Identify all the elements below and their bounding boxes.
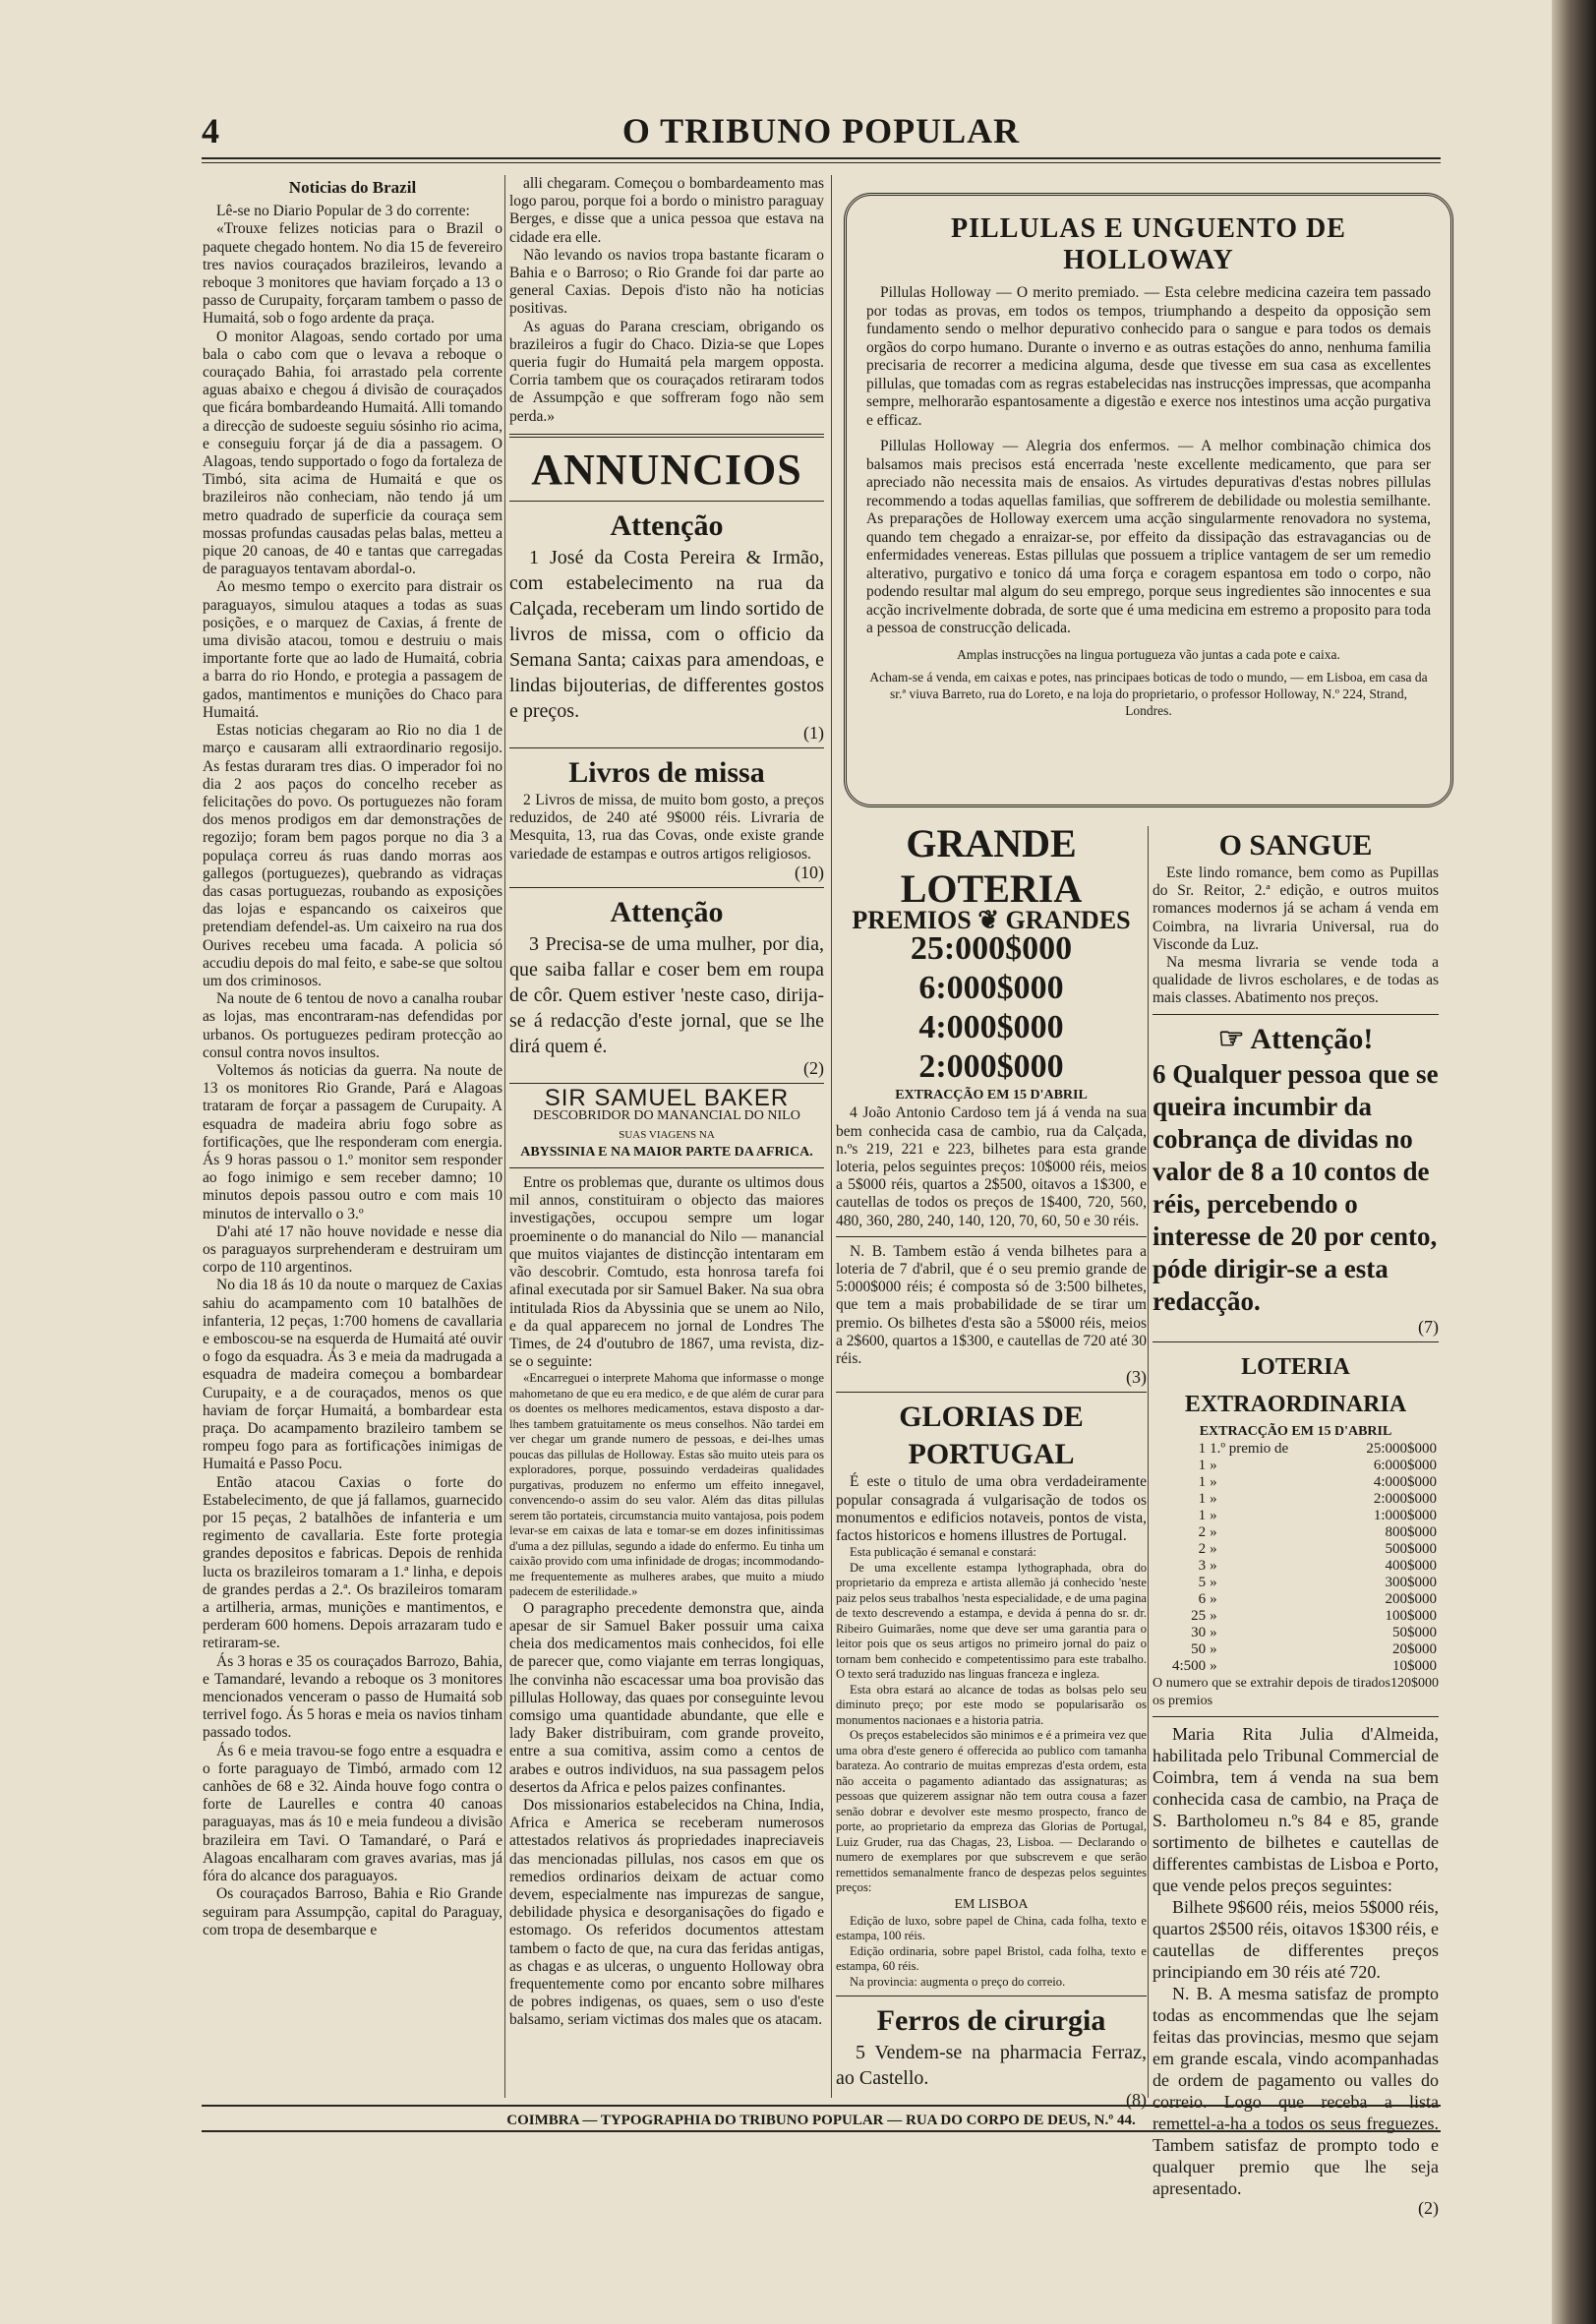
ad-text: 5 Vendem-se na pharmacia Ferraz, ao Castello. (836, 2042, 1147, 2090)
table-row (1153, 1641, 1439, 1658)
ad-note: Acham-se á venda, em caixas e potes, nas principaes boticas de todo o mundo, — em Lisboa, em casa da sr.ª viuva Barreto, rua do Loreto, e na loja do proprietario, o professor Holloway, N.º 224, Strand, Londres. (869, 669, 1428, 718)
ad-heading: PILLULAS E UNGUENTO DE HOLLOWAY (951, 213, 1346, 275)
table-footnote (1153, 1675, 1439, 1710)
prize-label: » (1210, 1491, 1217, 1508)
prize-amount: 4:000$000 (1373, 1474, 1437, 1491)
ad-text: Edição de luxo, sobre papel de China, cada folha, texto e estampa, 100 réis. (836, 1913, 1147, 1943)
ad-heading: Livros de missa (568, 756, 765, 790)
ads-column (836, 821, 1147, 2111)
ad-heading: GRANDE LOTERIA (900, 821, 1083, 911)
ad-text: Na provincia: augmenta o preço do correio. (850, 1974, 1066, 1989)
ad-heading: SIR SAMUEL BAKER (544, 1085, 790, 1112)
ad-body (836, 2040, 1147, 2091)
quote-paragraph: «Encarreguei o interprete Mahoma que informasse o monge mahometano de que eu era medico, e de que além de curar para os doentes os melhores medicamentos, estava disposto a dar-lhes tambem gratuitamente os meus conselhos. Não tardei em ver chegar um grande numero de pessoas, e dei-lhes umas poucas das pillulas de Holloway. Estas são muito uteis para os exploradores, porque, possuindo verdadeiras qualidades purgativas, produzem no enfermo um effeito innegavel, convencendo-o assim do seu valor. Além das ditas pillulas serem tão portateis, circumstancia muito vantajosa, pois podem levar-se em caixas de lata e tomar-se em dozes infinitissimas d'uma a dez pillulas, segundo a idade do enfermo. Eu tinha um caixão provido com uma infinidade de drogas; incommodando-me frequentemente as mulheres arabes, que muito a miudo padecem de esterilidade.» (509, 1371, 825, 1599)
ad-heading: LOTERIA EXTRAORDINARIA (1184, 1353, 1407, 1417)
masthead (202, 110, 1441, 149)
annuncios-heading: ANNUNCIOS (531, 445, 802, 494)
ad-text: 3 Precisa-se de uma mulher, por dia, que saiba fallar e coser bem em roupa de côr. Quem estiver 'neste caso, dirija-se á redacção d'este jornal, que se lhe dirá quem é. (509, 933, 824, 1058)
ad-text: N. B. A mesma satisfaz de prompto todas as encommendas que lhe sejam feitas das provincias, mesmo que sejam em grande escala, vindo acompanhadas de ordem de pagamento ou valles do correio. Logo que receba a lista remettel-a-ha a todos os seus freguezes. Tambem satisfaz de prompto todo e qualquer premio que lhe seja apresentado. (1153, 1984, 1439, 2199)
prize-amount: 300$000 (1385, 1575, 1437, 1591)
pointing-hand-icon: ☞ (1217, 1022, 1245, 1055)
prize-count: 1 (1198, 1441, 1207, 1458)
article-paragraph: Na noute de 6 tentou de novo a canalha roubar as lojas, mas encontraram-nas defendidas por urbanos. Os portuguezes pediram protecção ao consul contra novos insultos. (203, 990, 502, 1061)
masthead-rule-thin (202, 162, 1441, 163)
table-row (1153, 1558, 1439, 1575)
article-paragraph: Ás 3 horas e 35 os couraçados Barrozo, Bahia, e Tamandaré, levando a reboque os 3 monitores mencionados venceram o passo de Humaitá sob terrivel fogo. Ás 5 horas e meia os navios tinham passado todos. (203, 1652, 502, 1742)
article-paragraph: Entre os problemas que, durante os ultimos dous mil annos, constituiram o objecto das maiores investigações, occupou sempre um logar proeminente o do manancial do Nilo — manancial que muitos viajantes de distincção intentaram em vão descobrir. Comtudo, esta honrosa tarefa foi afinal executada por sir Samuel Baker. Na sua obra intitulada Rios da Abyssinia que se unem ao Nilo, e da qual apparecem no jornal de Londres The Times, de 24 d'outubro de 1867, uma revista, diz-se o seguinte: (509, 1174, 824, 1371)
article-paragraph: Ao mesmo tempo o exercito para distrair os paraguayos, simulou ataques a todas as suas posições, e o marquez de Caxias, á frente de uma divisão atacou, tomou e destruiu o mais importante forte que ao lado de Humaitá, cobria a barra do rio Hondo, e protegia a passagem de gados, mantimentos e munições do Chaco para Humaitá. (203, 578, 502, 721)
table-row (1153, 1658, 1439, 1675)
table-row (1153, 1441, 1439, 1458)
ad-number: (2) (1418, 2198, 1439, 2219)
ad-body (509, 545, 824, 724)
ads-column (1153, 821, 1439, 2219)
section-rule (836, 1392, 1147, 1393)
prize-value: 6:000$000 (918, 970, 1064, 1007)
article-paragraph: Estas noticias chegaram ao Rio no dia 1 de março e causaram alli extraordinario regosijo. As festas duraram tres dias. O imperador foi no dia 2 aos paços do concelho receber as felicitações do povo. Os portuguezes não foram dos menos prodigos em dar demonstrações de regozijo; foram bem pagos porque no dia 3 a populaça correu ás ruas dando morras aos gallegos (portuguezes), quebrando as vidraças das casas portuguezas, roubando as exposições das lojas e espancando os caixeiros que pretendiam defendel-as. Um caixeiro na rua dos Ourives recebeu uma facada. A policia só accudiu depois do mal feito, e sabe-se que soltou um dos criminosos. (203, 722, 502, 989)
ad-text: 4 João Antonio Cardoso tem já á venda na sua bem conhecida casa de cambio, rua da Calçada, n.ºs 219, 221 e 223, bilhetes para esta grande loteria, pelos seguintes preços: 10$000 réis, meios a 5$000 réis, quartos a 2$500, oitavos a 1$300, e cautellas de todos os preços de 1$400, 720, 560, 480, 360, 280, 240, 140, 120, 70, 60, 50 e 30 réis. (836, 1104, 1147, 1229)
ad-subheading: EXTRACÇÃO EM 15 D'ABRIL (895, 1088, 1088, 1103)
prize-label: » (1210, 1524, 1217, 1541)
prize-count: 2 (1198, 1541, 1207, 1558)
ad-text: Esta publicação é semanal e constará: (850, 1545, 1036, 1560)
ad-heading-text: Attenção! (1250, 1022, 1374, 1055)
section-rule (509, 747, 824, 748)
footnote-text: O numero que se extrahir depois de tirados os premios (1153, 1676, 1390, 1709)
prize-label: » (1210, 1625, 1217, 1641)
prize-count: 1 (1198, 1474, 1207, 1491)
table-row (1153, 1508, 1439, 1524)
ads-column (509, 175, 824, 2098)
article-paragraph: O monitor Alagoas, sendo cortado por uma bala o cabo com que o levava a reboque o couraçado Bahia, foi arrastado pela corrente aguas abaixo e chegou á divisão de couraçados que ficára bombardeando Humaitá. Alli tomando a direcção de sudoeste seguiu sósinho rio acima, e conseguiu forçar já de dia a passagem. O Alagoas, tendo supportado o fogo da fortaleza de Timbó, sita acima de Humaitá e que os brazileiros não conheciam, não tendo já um metro quadrado de superficie da couraça sem mossas profundas causadas pelas balas, metteu a pique 20 canoas, de 40 e tantas que carregadas de paraguayos tentavam abordal-o. (203, 328, 502, 578)
ad-text: Pillulas Holloway — O merito premiado. — Esta celebre medicina cazeira tem passado por todas as provas, em todos os tempos, triumphando a despeito da opposição sem fundamento sendo o melhor depurativo conhecido para o sangue e para todos os demais orgãos do corpo humano. Durante o inverno e as outras estações do anno, nenhuma familia precisaria de recorrer a medicina alguma, desde que tivesse em sua casa as excellentes pillulas, que tomadas com as regras estabelecidas nas instrucções impressas, que acompanha sempre, melhorarão espantosamente a digestão e exerce nos intestinos uma acção purgativa e efficaz. (866, 284, 1431, 429)
ad-heading: O SANGUE (1218, 829, 1373, 862)
column-divider (831, 175, 832, 2098)
prize-amount: 800$000 (1385, 1524, 1437, 1541)
ad-text: Na mesma livraria se vende toda a qualidade de livros escholares, e de todas as mais classes. Abatimento nos preços. (1153, 954, 1439, 1007)
section-rule (509, 501, 824, 502)
table-row (1153, 1458, 1439, 1474)
footnote-value: 120$000 (1390, 1676, 1439, 1692)
table-row (1153, 1541, 1439, 1558)
article-paragraph: Não levando os navios tropa bastante ficaram o Bahia e o Barroso; o Rio Grande foi dar parte ao general Caxias. Depois d'isto não ha noticias positivas. (509, 246, 824, 318)
prize-amount: 100$000 (1385, 1608, 1437, 1625)
section-rule (509, 1083, 824, 1084)
ad-heading: GLORIAS DE PORTUGAL (899, 1400, 1084, 1471)
section-rule (509, 887, 824, 888)
article-paragraph: Voltemos ás noticias da guerra. Na noute de 13 os monitores Rio Grande, Pará e Alagoas trataram de forçar a passagem de Curupaity. A esquadra de madeira abriu fogo sobre as fortificações, que lhe responderam com energia. Ás 9 horas passou o 1.º monitor sem responder ao fogo inimigo e sem receber damno; 10 minutos depois passou outro e com mais 10 minutos de intervallo o 3.º (203, 1061, 502, 1222)
prize-count: 4:500 (1171, 1658, 1207, 1675)
table-row (1153, 1608, 1439, 1625)
ad-number: (1) (803, 722, 824, 743)
article-paragraph: Ás 6 e meia travou-se fogo entre a esquadra e o forte paraguayo de Timbó, armado com 12 canhões de 68 e 32. Ainda houve fogo contra o forte de Laurelles e contra 40 canoas paraguayas, mas ás 10 e meia fundeou a divisão brazileira em Tavi. O Tamandaré, o Pará e Alagoas encalharam com graves avarias, mas já fóra do alcance dos paraguayos. (203, 1742, 502, 1885)
prize-count: 25 (1191, 1608, 1207, 1625)
ad-text: 6 Qualquer pessoa que se queira incumbir da cobrança de dividas no valor de 8 a 10 contos de réis, percebendo o interesse de 20 por cento, póde dirigir-se a esta redacção. (1153, 1058, 1439, 1316)
section-rule (509, 1167, 824, 1168)
ad-text: De uma excellente estampa lythographada, obra do proprietario da empreza e artista allemão já conhecido 'neste paiz pelos seus trabalhos 'nesta especialidade, e de uma pagina de texto descrevendo a estampa, e devida á penna do sr. dr. Ribeiro Guimarães, nome que deve ser uma garantia para o leitor pois que os seus artigos no primeiro jornal do paiz o tornam bem conhecido e competentissimo para este trabalho. O texto será traduzido nas linguas franceza e ingleza. (836, 1560, 1147, 1682)
prize-count: 2 (1198, 1524, 1207, 1541)
article-paragraph: alli chegaram. Começou o bombardeamento mas logo parou, porque foi a bordo o ministro paraguay Berges, e disse que a unica pessoa que estava na cidade era elle. (509, 175, 824, 246)
column-divider (1148, 826, 1149, 2098)
prize-label: » (1210, 1474, 1217, 1491)
page-edge-shadow (1552, 0, 1596, 2324)
ad-text: É este o titulo de uma obra verdadeiramente popular consagrada á vulgarisação de todos os monumentos e edificios notaveis, pontos de vista, factos historicos e homens illustres de Portugal. (836, 1473, 1147, 1545)
prize-amount: 2:000$000 (1373, 1491, 1437, 1508)
ad-text: 2 Livros de missa, de muito bom gosto, a preços reduzidos, de 240 até 9$000 réis. Livraria de Mesquita, 13, rua das Covas, onde existe grande variedade de estampas e outros artigos religiosos. (509, 792, 824, 863)
prize-amount: 200$000 (1385, 1591, 1437, 1608)
prize-label: » (1210, 1458, 1217, 1474)
newspaper-title: O TRIBUNO POPULAR (621, 111, 1021, 150)
section-rule (1153, 1341, 1439, 1342)
article-paragraph: No dia 18 ás 10 da noute o marquez de Caxias sahiu do acampamento com 10 batalhões de infanteria, 12 peças, 1:700 homens de cavallaria e emboscou-se na esquerda de Humaitá até ouvir o fogo da esquadra. Ás 3 e meia da madrugada a esquadra de madeira começou a bombardear Curupaity, e a de couraçados, menos os que haviam de forçar Humaitá, a bombardear esta praça. Do acampamento brazileiro tambem se rompeu fogo para as fortificações inimigas de Humaitá e Passo Pocu. (203, 1277, 502, 1473)
ad-heading: Ferros de cirurgia (876, 2004, 1106, 2038)
ad-text: Os preços estabelecidos são minimos e é a primeira vez que uma obra d'este genero é offerecida ao publico com tamanha barateza. Ao contrario de muitas emprezas d'esta ordem, esta não acceita o pagamento adiantado das assignaturas; as pessoas que quizerem assignar não tem outra cousa a fazer senão dobrar e devolver este mesmo prospecto, franco de porte, ao proprietario da empreza das Glorias de Portugal, Luiz Gruder, rua das Chagas, 23, Lisboa. — Declarando o numero de exemplares por que subscrevem e que serão remettidos semanalmente franco de despezas pelos seguintes preços: (836, 1728, 1147, 1895)
ad-text: N. B. Tambem estão á venda bilhetes para a loteria de 7 d'abril, que é o seu premio grande de 5:000$000 réis; é composta só de 3:500 bilhetes, que tem a mais probabilidade de se tirar um premio. Os bilhetes d'esta são a 5$000 réis, meios a 2$600, quartos a 1$300, e cautellas de 720 até 30 réis. (836, 1242, 1147, 1368)
prize-value: 4:000$000 (918, 1009, 1064, 1046)
prize-label: » (1210, 1508, 1217, 1524)
table-row (1153, 1625, 1439, 1641)
article-paragraph: Lê-se no Diario Popular de 3 do corrente: (216, 203, 470, 220)
ad-text: Esta obra estará ao alcance de todas as bolsas pelo seu diminuto preço; por este modo se popularisarão os monumentos nacionaes e a historia patria. (836, 1682, 1147, 1727)
prize-label: » (1210, 1658, 1217, 1675)
section-rule (1153, 1716, 1439, 1717)
ad-subheading: PREMIOS (852, 906, 972, 934)
prize-table (1153, 1441, 1439, 1675)
prize-count: 30 (1191, 1625, 1207, 1641)
footer-rule (202, 2105, 1441, 2107)
article-paragraph: «Trouxe felizes noticias para o Brazil o paquete chegado hontem. No dia 15 de fevereiro tres navios couraçados brazileiros, levando a reboque 3 monitores que haviam forçado a 13 o passo de Curupaity, forçaram tambem o passo de Humaitá, sob o fogo ardente da praça. (203, 220, 502, 328)
ad-subheading: GRANDES (1005, 906, 1131, 934)
prize-amount: 400$000 (1385, 1558, 1437, 1575)
ad-subheading: ABYSSINIA E NA MAIOR PARTE DA AFRICA. (520, 1144, 813, 1160)
ad-text: Maria Rita Julia d'Almeida, habilitada pelo Tribunal Commercial de Coimbra, tem á venda na sua bem conhecida casa de cambio, na Praça de S. Bartholomeu n.ºs 84 e 85, grande sortimento de bilhetes e cautellas de differentes cambistas de Lisboa e Porto, que vende pelos preços seguintes: (1153, 1724, 1439, 1896)
prize-amount: 20$000 (1392, 1641, 1437, 1658)
ad-note: Amplas instrucções na lingua portugueza vão juntas a cada pote e caixa. (957, 646, 1340, 662)
prize-count: 6 (1198, 1591, 1207, 1608)
section-rule (509, 434, 824, 438)
prize-amount: 10$000 (1392, 1658, 1437, 1675)
article-paragraph: O paragrapho precedente demonstra que, ainda apesar de sir Samuel Baker possuir uma caixa cheia dos medicamentos mais conhecidos, foi elle de parecer que, como viajante em terras longiquas, lhe convinha não escacessar uma boa provisão das pillulas Holloway, das quaes por conseguinte levou comsigo uma quantidade abundante, que elle e lady Baker distribuiram, com grande proveito, entre a sua comitiva, assim como a centos de arabes e outros individuos, na sua passagem pelos desertos da Africa e pelos paizes confinantes. (509, 1599, 824, 1796)
prize-count: 1 (1198, 1458, 1207, 1474)
section-rule (1153, 1014, 1439, 1015)
masthead-rule (202, 157, 1441, 159)
article-paragraph: As aguas do Parana cresciam, obrigando os brazileiros a fugir do Chaco. Dizia-se que Lopes queria fugir do Humaitá pela margem opposta. Corria tambem que os couraçados retiraram todos de Assumpção e que soffreram fogo não sem perda.» (509, 318, 824, 425)
ad-number: (7) (1418, 1316, 1439, 1337)
prize-count: 50 (1191, 1641, 1207, 1658)
ad-text: Bilhete 9$600 réis, meios 5$000 réis, quartos 2$500 réis, oitavos 1$300 réis, e cautellas de differentes preços principiando em 30 réis até 720. (1153, 1897, 1439, 1983)
ad-text: Este lindo romance, bem como as Pupillas do Sr. Reitor, 2.ª edição, e outros muitos romances modernos já se acham á venda em Coimbra, na livraria Universal, rua do Visconde da Luz. (1153, 864, 1439, 953)
prize-label: » (1210, 1591, 1217, 1608)
ad-text: Pillulas Holloway — Alegria dos enfermos. — A melhor combinação chimica dos balsamos mais precisos está encerrada 'neste excellente medicamento, que para ser apreciado não necessita mais de ensaios. As virtudes depurativas d'estas nobres pillulas recommendo a todas aquellas familias, que soffrerem de debilidade ou molestia semilhante. As preparações de Holloway exercem uma acção singularmente renovadora no systema, quando tem chegado a enraizar-se, por effeito da dissipação das estravagancias ou de enfermidades venereas. Estas pillulas que possuem a triplice vantagem de ser um remedio alterativo, purgativo e tonico dá uma força e coragem espantosa em todo o corpo, não podendo resultar mal algum do seu emprego, porque seus ingredientes são innocentes e sua acção incrivelmente dobrada, de sorte que é uma medicina em estremo a proposito para toda a pessoa de construcção delicada. (866, 438, 1431, 636)
ad-subheading: SUAS VIAGENS NA (619, 1128, 715, 1141)
prize-value: 2:000$000 (918, 1048, 1064, 1086)
prize-count: 1 (1198, 1491, 1207, 1508)
table-row (1153, 1575, 1439, 1591)
ad-text: 1 José da Costa Pereira & Irmão, com estabelecimento na rua da Calçada, receberam um lindo sortido de livros de missa, com o officio da Semana Santa; caixas para amendoas, e lindas bijouterias, de differentes gostos e preços. (509, 546, 824, 722)
table-row (1153, 1491, 1439, 1508)
prize-count: 3 (1198, 1558, 1207, 1575)
prize-label: » (1210, 1641, 1217, 1658)
prize-amount: 50$000 (1392, 1625, 1437, 1641)
ad-number: (10) (795, 862, 824, 882)
prize-amount: 25:000$000 (1366, 1441, 1437, 1458)
ad-subheading (836, 906, 1147, 934)
prize-count: 5 (1198, 1575, 1207, 1591)
ad-subheading: EM LISBOA (954, 1896, 1029, 1912)
ad-number: (3) (1126, 1367, 1147, 1388)
ad-number: (2) (803, 1058, 824, 1079)
section-rule (836, 1236, 1147, 1237)
ad-text: Edição ordinaria, sobre papel Bristol, cada folha, texto e estampa, 60 réis. (836, 1943, 1147, 1974)
news-column (203, 175, 502, 2098)
ornament-icon: ❦ (977, 906, 999, 934)
column-divider (504, 175, 505, 2098)
prize-amount: 1:000$000 (1373, 1508, 1437, 1524)
prize-value: 25:000$000 (910, 930, 1073, 968)
ad-subheading: EXTRACÇÃO EM 15 D'ABRIL (1199, 1423, 1392, 1439)
article-paragraph: Então atacou Caxias o forte do Estabelecimento, de que já fallamos, guarnecido por 15 peças, 2 batalhões de infanteria e um regimento de cavallaria. Este forte protegia grandes depositos e fabricas. Depois de renhida lucta os brazileiros tomaram a 1.ª linha, e depois de grandes perdas a 2.ª. Os brazileiros tomaram a artilheria, armas, munições e mantimentos, e perderam 600 homens. Depois arrazaram tudo e retiraram-se. (203, 1473, 502, 1652)
ad-heading: Attenção (610, 896, 724, 929)
prize-label: » (1210, 1558, 1217, 1575)
prize-amount: 500$000 (1385, 1541, 1437, 1558)
article-paragraph: Dos missionarios estabelecidos na China, India, Africa e America se receberam numerosos attestados relativos ás propriedades inapreciaveis das mencionadas pillulas, nos casos em que os remedios ordinarios deixam de actuar como devem, especialmente nas impurezas de sangue, debilidade physica e desorganisações do figado e estomago. Os referidos documentos attestam tambem o facto de que, na cura das feridas antigas, as chagas e as ulceras, o unguento Holloway obra frequentemente como por encanto sobre milhares de pobres indigenas, os quaes, sem o uso d'este balsamo, seriam victimas dos males que os atacam. (509, 1797, 824, 2029)
article-heading: Noticias do Brazil (288, 178, 417, 197)
ad-heading (1153, 1021, 1439, 1058)
table-row (1153, 1591, 1439, 1608)
prize-label: » (1210, 1541, 1217, 1558)
prize-count: 1 (1198, 1508, 1207, 1524)
article-paragraph: D'ahi até 17 não houve novidade e nesse dia os paraguayos surprehenderam e destruiram um corpo de 110 argentinos. (203, 1222, 502, 1277)
footer-rule (202, 2130, 1441, 2132)
ad-number: (8) (1126, 2090, 1147, 2111)
article-paragraph: Os couraçados Barroso, Bahia e Rio Grande seguiram para Assumpção, capital do Paraguay, com tropa de desembarque e (203, 1885, 502, 1938)
prize-label: » (1210, 1575, 1217, 1591)
prize-label: 1.º premio de (1210, 1441, 1289, 1458)
ad-body (509, 931, 824, 1059)
page-number: 4 (202, 111, 219, 150)
prize-amount: 6:000$000 (1373, 1458, 1437, 1474)
ad-subheading: DESCOBRIDOR DO MANANCIAL DO NILO (533, 1108, 800, 1124)
table-row (1153, 1524, 1439, 1541)
imprint-footer: COIMBRA — TYPOGRAPHIA DO TRIBUNO POPULAR — RUA DO CORPO DE DEUS, N.º 44. (506, 2113, 1136, 2128)
table-row (1153, 1474, 1439, 1491)
holloway-ad (844, 193, 1453, 807)
prize-label: » (1210, 1608, 1217, 1625)
ad-heading: Attenção (610, 508, 724, 542)
